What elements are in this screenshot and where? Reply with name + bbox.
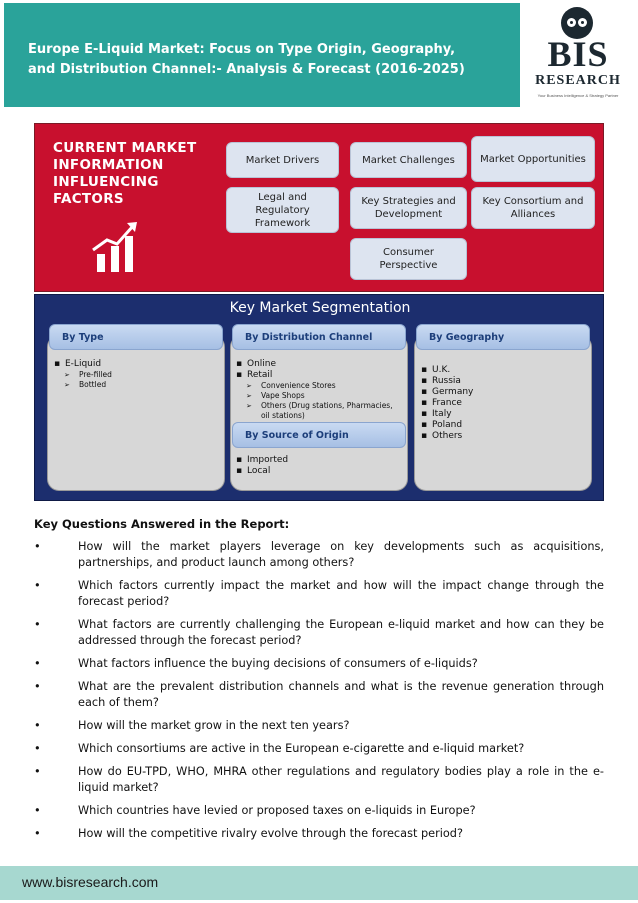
question-text: What are the prevalent distribution channels and what is the revenue generation through each of them? [78,680,604,709]
question-text: What factors influence the buying decisions of consumers of e-liquids? [78,657,478,670]
question-text: Which factors currently impact the market and how will the impact change through the forecast period? [78,579,604,608]
report-title-line-2: and Distribution Channel:- Analysis & Forecast (2016-2025) [28,62,465,77]
list-item: ▪ Others [420,431,588,442]
bullet: • [34,657,41,670]
list-item: ▪ France [420,398,588,409]
question-text: How will the market grow in the next ten years? [78,719,350,732]
growth-chart-icon [91,220,141,274]
list-subitem: ➢ Others (Drug stations, Pharmacies, oil stations) [235,401,403,421]
bullet: • [34,719,41,732]
segment-list-distribution [235,359,403,421]
list-item: ▪ Russia [420,376,588,387]
segment-heading-geography: By Geography [416,324,590,350]
question-item [34,679,604,711]
segmentation-panel [34,294,604,501]
question-item [34,764,604,796]
report-header [4,3,632,107]
market-info-panel [34,123,604,292]
question-text: What factors are currently challenging the European e-liquid market and how can they be addressed through the forecast period? [78,618,604,647]
header-band [4,3,520,107]
segment-list-type [53,359,221,390]
question-item [34,539,604,571]
logo-tagline: Your Business Intelligence & Strategy Partner [537,93,619,98]
list-subitem: ➢ Bottled [53,380,221,390]
bullet: • [34,680,41,693]
logo-text: BIS [547,34,609,74]
question-text: How will the market players leverage on key developments such as acquisitions, partnerships, and product launch among others? [78,540,604,569]
list-subitem: ➢ Pre-filled [53,370,221,380]
list-subitem: ➢ Vape Shops [235,391,403,401]
list-item: ▪ U.K. [420,365,588,376]
bullet: • [34,765,41,778]
factor-key-strategies: Key Strategies and Development [350,187,467,229]
question-item [34,803,604,819]
segment-heading-distribution: By Distribution Channel [232,324,406,350]
factor-market-drivers: Market Drivers [226,142,339,178]
bullet: • [34,742,41,755]
factor-market-challenges: Market Challenges [350,142,467,178]
logo-subtext: RESEARCH [535,73,621,88]
factor-key-consortium: Key Consortium and Alliances [471,187,595,229]
question-text: How do EU-TPD, WHO, MHRA other regulations and regulatory bodies play a role in the e-liquid market? [78,765,604,794]
segmentation-title: Key Market Segmentation [229,300,411,316]
key-questions-title: Key Questions Answered in the Report: [34,517,290,531]
list-item: ▪ Retail [235,370,403,381]
segment-heading-type: By Type [49,324,223,350]
list-item: ▪ E-Liquid [53,359,221,370]
segment-list-source [235,455,403,477]
list-item: ▪ Poland [420,420,588,431]
question-item [34,718,604,734]
report-title [28,40,508,80]
footer-band [0,866,638,900]
market-info-title: CURRENT MARKET INFORMATION INFLUENCING FACTORS [53,140,197,207]
report-title-line-1: Europe E-Liquid Market: Focus on Type Origin, Geography, [28,42,456,57]
question-item [34,826,604,842]
list-item: ▪ Online [235,359,403,370]
factor-consumer-perspective: Consumer Perspective [350,238,467,280]
bullet: • [34,540,41,553]
list-item: ▪ Imported [235,455,403,466]
question-item [34,656,604,672]
list-subitem: ➢ Convenience Stores [235,381,403,391]
factor-legal-regulatory: Legal and Regulatory Framework [226,187,339,233]
question-text: How will the competitive rivalry evolve through the forecast period? [78,827,463,840]
website-link[interactable]: www.bisresearch.com [22,874,159,890]
key-questions-section [34,517,604,849]
bullet: • [34,618,41,631]
list-item: ▪ Italy [420,409,588,420]
bullet: • [34,804,41,817]
question-text: Which consortiums are active in the European e-cigarette and e-liquid market? [78,742,525,755]
list-item: ▪ Germany [420,387,588,398]
bullet: • [34,579,41,592]
question-text: Which countries have levied or proposed taxes on e-liquids in Europe? [78,804,476,817]
question-item [34,741,604,757]
segment-heading-source: By Source of Origin [232,422,406,448]
segment-list-geography [420,365,588,442]
bullet: • [34,827,41,840]
list-item: ▪ Local [235,466,403,477]
factor-market-opportunities: Market Opportunities [471,136,595,182]
question-item [34,578,604,610]
bis-research-logo [524,3,632,107]
question-item [34,617,604,649]
